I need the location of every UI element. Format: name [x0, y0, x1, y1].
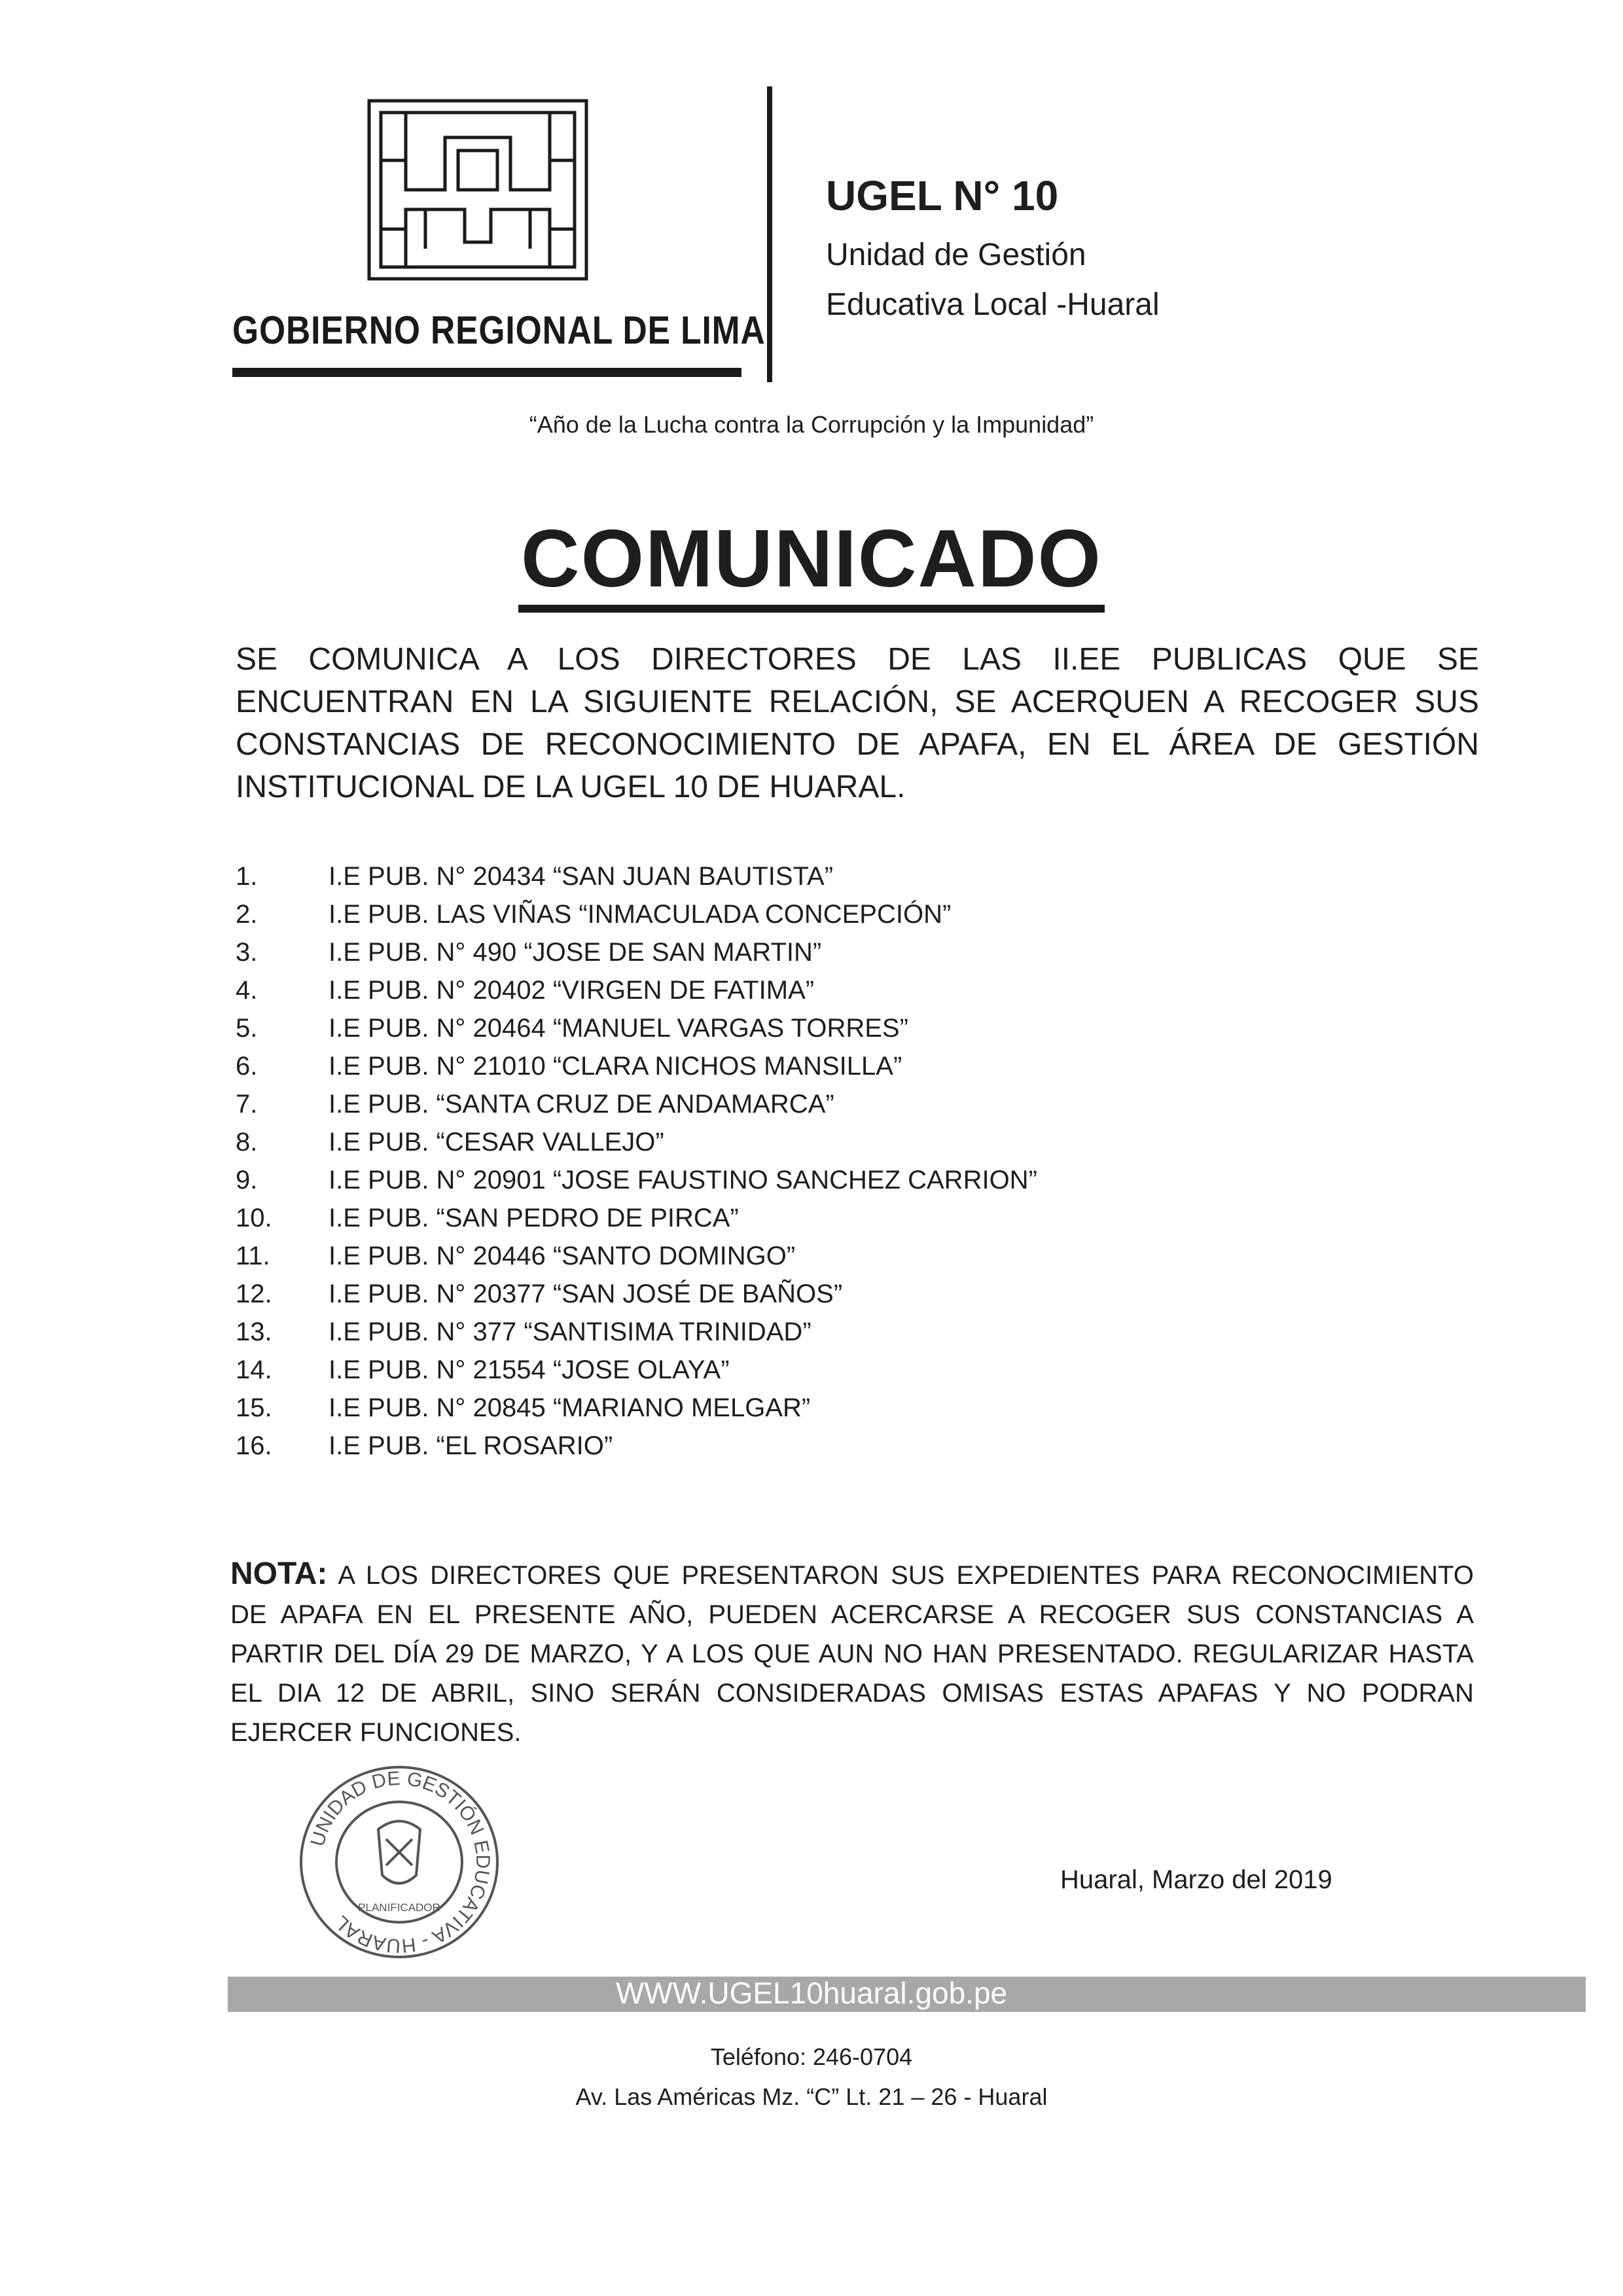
website-link[interactable]: WWW.UGEL10huaral.gob.pe	[615, 1976, 1008, 2010]
list-item-number: 16.	[236, 1431, 272, 1460]
list-item	[236, 1123, 1479, 1161]
list-item	[236, 1313, 1479, 1351]
intro-paragraph: SE COMUNICA A LOS DIRECTORES DE LAS II.EE PUBLICAS QUE SE ENCUENTRAN EN LA SIGUIENTE RELACIÓN, SE ACERQUEN A RECOGER SUS CONSTANCIAS DE RECONOCIMIENTO DE APAFA, EN EL ÁREA DE GESTIÓN INSTITUCIONAL DE LA UGEL 10 DE HUARAL.	[236, 642, 1479, 804]
org-name: GOBIERNO REGIONAL DE LIMA	[232, 308, 766, 352]
list-item-number: 4.	[236, 976, 258, 1005]
list-item-text: I.E PUB. N° 20901 “JOSE FAUSTINO SANCHEZ CARRION”	[329, 1166, 1037, 1194]
list-item-text: I.E PUB. “EL ROSARIO”	[329, 1431, 613, 1460]
list-item-text: I.E PUB. N° 20446 “SANTO DOMINGO”	[329, 1242, 796, 1270]
seal-center-text: PLANIFICADOR	[358, 1901, 440, 1914]
document-title-text: COMUNICADO	[518, 517, 1105, 613]
ugel-subtitle-line-1: Unidad de Gestión	[826, 238, 1086, 272]
list-item	[236, 1275, 1479, 1313]
list-item-number: 11.	[236, 1242, 270, 1270]
list-item-text: I.E PUB. N° 20377 “SAN JOSÉ DE BAÑOS”	[329, 1280, 843, 1308]
list-item-number: 14.	[236, 1355, 272, 1384]
list-item	[236, 1085, 1479, 1123]
list-item-text: I.E PUB. “CESAR VALLEJO”	[329, 1128, 664, 1157]
list-item-number: 9.	[236, 1166, 258, 1194]
list-item-text: I.E PUB. N° 21010 “CLARA NICHOS MANSILLA”	[329, 1052, 902, 1081]
ugel-title: UGEL N° 10	[826, 172, 1059, 219]
svg-text:UNIDAD DE GESTIÓN EDUCATIVA -	[307, 1768, 493, 1957]
list-item-number: 3.	[236, 938, 258, 967]
list-item	[236, 1047, 1479, 1085]
list-item-number: 8.	[236, 1128, 258, 1157]
list-item	[236, 895, 1479, 933]
list-item	[236, 1161, 1479, 1199]
list-item-number: 2.	[236, 900, 258, 929]
document-title	[0, 514, 1623, 613]
list-item-text: I.E PUB. N° 20845 “MARIANO MELGAR”	[329, 1393, 811, 1422]
list-item-text: I.E PUB. N° 20434 “SAN JUAN BAUTISTA”	[329, 862, 834, 891]
list-item	[236, 971, 1479, 1009]
list-item-text: I.E PUB. “SANTA CRUZ DE ANDAMARCA”	[329, 1090, 834, 1119]
note-label: NOTA:	[230, 1556, 328, 1591]
list-item	[236, 1427, 1479, 1465]
seal-ring-text: UNIDAD DE GESTIÓN EDUCATIVA - HUARAL	[306, 1767, 494, 1957]
list-item-text: I.E PUB. N° 377 “SANTISIMA TRINIDAD”	[329, 1318, 812, 1346]
org-name-underline	[232, 368, 741, 377]
document-date: Huaral, Marzo del 2019	[1060, 1865, 1332, 1894]
list-item-text: I.E PUB. N° 490 “JOSE DE SAN MARTIN”	[329, 938, 822, 967]
list-item-text: I.E PUB. “SAN PEDRO DE PIRCA”	[329, 1204, 739, 1232]
list-item	[236, 1351, 1479, 1389]
note-paragraph	[230, 1554, 1474, 1752]
ugel-subtitle-line-2: Educativa Local -Huaral	[826, 287, 1160, 322]
list-item	[236, 1389, 1479, 1427]
list-item-text: I.E PUB. LAS VIÑAS “INMACULADA CONCEPCIÓN”	[329, 900, 952, 929]
list-item-number: 10.	[236, 1204, 272, 1232]
list-item-number: 5.	[236, 1014, 258, 1043]
ugel-subtitle	[826, 230, 1160, 330]
header-divider	[767, 86, 772, 382]
year-motto: “Año de la Lucha contra la Corrupción y la Impunidad”	[529, 411, 1094, 438]
office-address: Av. Las Américas Mz. “C” Lt. 21 – 26 - Huaral	[575, 2083, 1048, 2110]
list-item-number: 1.	[236, 862, 258, 891]
list-item	[236, 1237, 1479, 1275]
list-item-number: 12.	[236, 1280, 272, 1308]
phone-number: Teléfono: 246-0704	[710, 2043, 913, 2070]
list-item-text: I.E PUB. N° 20464 “MANUEL VARGAS TORRES”	[329, 1014, 908, 1043]
list-item	[236, 933, 1479, 971]
list-item-number: 13.	[236, 1318, 272, 1346]
list-item	[236, 1009, 1479, 1047]
list-item	[236, 857, 1479, 895]
list-item-text: I.E PUB. N° 20402 “VIRGEN DE FATIMA”	[329, 976, 815, 1005]
list-item-number: 6.	[236, 1052, 258, 1081]
official-seal-icon	[294, 1761, 504, 1964]
list-item-number: 7.	[236, 1090, 258, 1119]
list-item-number: 15.	[236, 1393, 272, 1422]
gobierno-regional-logo-icon	[366, 98, 589, 281]
note-text: A LOS DIRECTORES QUE PRESENTARON SUS EXPEDIENTES PARA RECONOCIMIENTO DE APAFA EN EL PRESENTE AÑO, PUEDEN ACERCARSE A RECOGER SUS CONSTANCIAS A PARTIR DEL DÍA 29 DE MARZO, Y A LOS QUE AUN NO HAN PRESENTADO. REGULARIZAR HASTA EL DIA 12 DE ABRIL, SINO SERÁN CONSIDERADAS OMISAS ESTAS APAFAS Y NO PODRAN EJERCER FUNCIONES.	[230, 1561, 1474, 1747]
school-list	[236, 857, 1479, 1465]
list-item-text: I.E PUB. N° 21554 “JOSE OLAYA”	[329, 1355, 730, 1384]
list-item	[236, 1199, 1479, 1237]
